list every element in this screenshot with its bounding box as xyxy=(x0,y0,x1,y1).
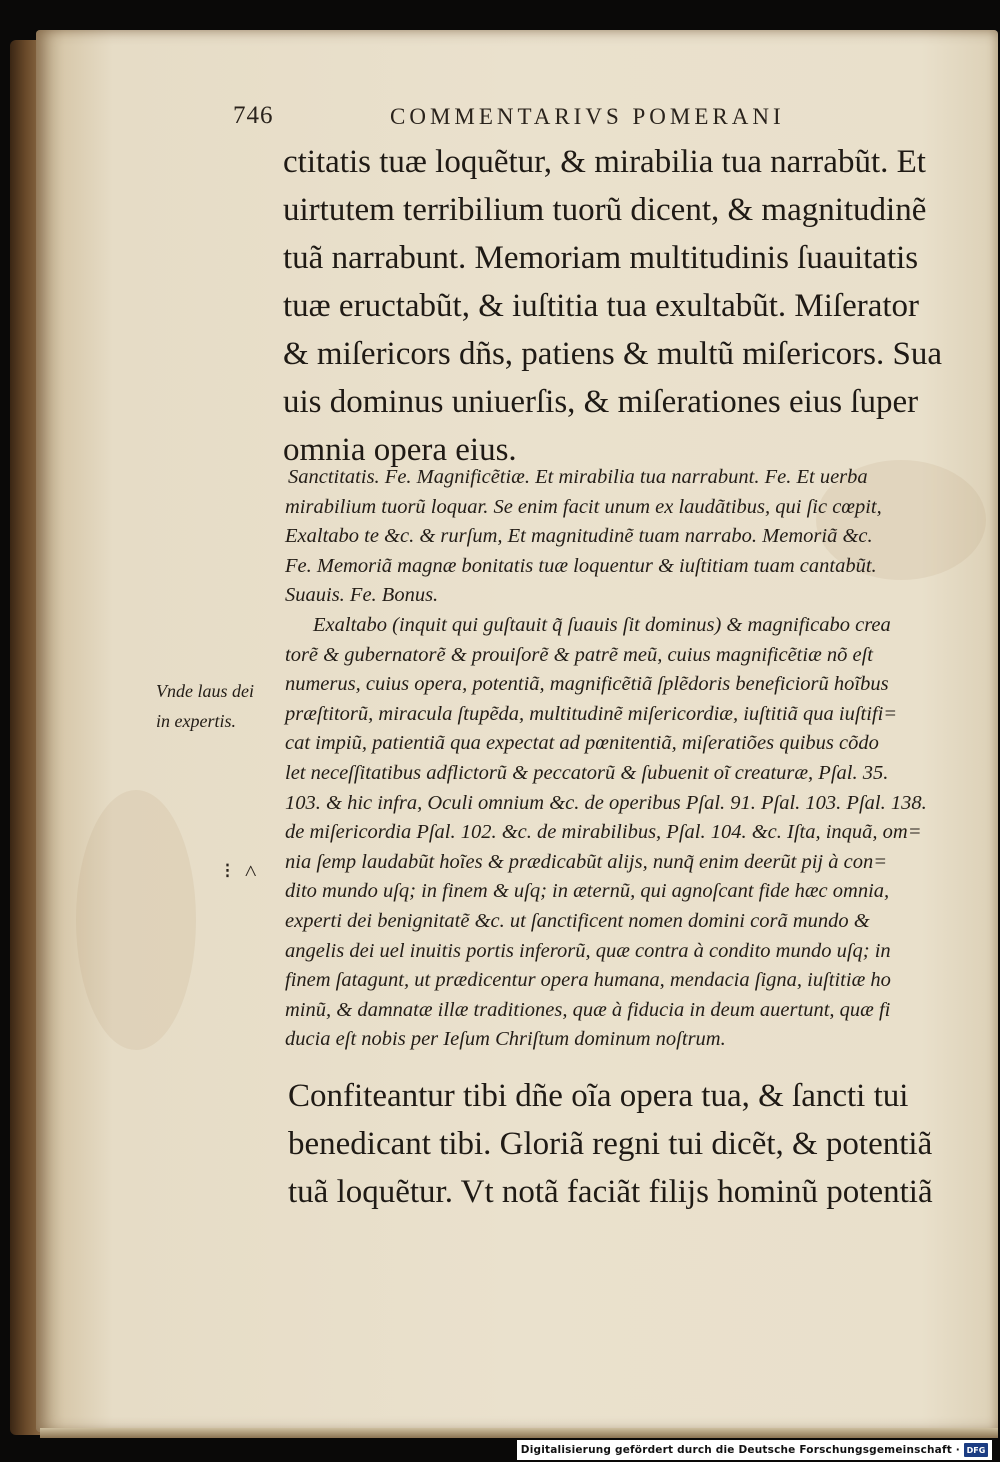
commentary-line: dito mundo uſq; in finem & uſq; in æternũ, qui agnoſcant fide hæc omnia, xyxy=(285,880,890,903)
commentary-line: Fe. Memoriã magnæ bonitatis tuæ loquentur & iuſtitiam tuam cantabũt. xyxy=(285,554,877,577)
commentary-line: Exaltabo (inquit qui guſtauit q̃ ſuauis ſit dominus) & magnificabo crea xyxy=(313,613,891,636)
margin-note-line: Vnde laus dei xyxy=(156,681,254,701)
commentary-line: nia ſemp laudabũt hoĩes & prædicabũt alijs, nunq̃ enim deerũt pij à con= xyxy=(285,850,888,873)
margin-note-line: in expertis. xyxy=(156,710,236,731)
text-line: benedicant tibi. Gloriã regni tui dicẽt, & potentiã xyxy=(288,1126,933,1162)
main-text-block-2 xyxy=(288,1072,948,1216)
main-text-block xyxy=(283,138,943,474)
commentary-line: præſtitorũ, miracula ſtupẽda, multitudinẽ miſericordiæ, iuſtitiã qua iuſtifi= xyxy=(285,702,898,725)
digitization-credit xyxy=(517,1440,992,1460)
text-line: ctitatis tuæ loquẽtur, & mirabilia tua narrabũt. Et xyxy=(283,144,926,180)
text-line: uis dominus uniuerſis, & miſerationes eius ſuper xyxy=(283,384,919,420)
commentary-line: angelis dei uel inuitis portis inferorũ, quæ contra à condito mundo uſq; in xyxy=(285,939,891,962)
margin-note xyxy=(156,677,281,736)
page-number: 746 xyxy=(233,102,274,129)
text-line: omnia opera eius. xyxy=(283,432,517,468)
text-line: & miſericors dñs, patiens & multũ miſericors. Sua xyxy=(283,336,942,372)
running-head: COMMENTARIVS POMERANI xyxy=(390,104,785,129)
text-line: tuã narrabunt. Memoriam multitudinis ſuauitatis xyxy=(283,240,919,276)
commentary-line: minũ, & damnatæ illæ traditiones, quæ à fiducia in deum auertunt, quæ fi xyxy=(285,998,891,1021)
commentary-line: 103. & hic infra, Oculi omnium &c. de operibus Pſal. 91. Pſal. 103. Pſal. 138. xyxy=(285,791,927,814)
page-bottom-edge xyxy=(40,1428,998,1438)
commentary-line: mirabilium tuorũ loquar. Se enim facit unum ex laudãtibus, qui ſic cœpit, xyxy=(285,495,882,518)
credit-text: Digitalisierung gefördert durch die Deutsche Forschungsgemeinschaft · xyxy=(520,1444,960,1456)
text-line: uirtutem terribilium tuorũ dicent, & magnitudinẽ xyxy=(283,192,927,228)
commentary-line: Exaltabo te &c. & rurſum, Et magnitudinẽ tuam narrabo. Memoriã &c. xyxy=(285,525,873,548)
commentary-line: let neceſſitatibus adflictorũ & peccatorũ & ſubuenit oĩ creaturæ, Pſal. 35. xyxy=(285,761,889,784)
commentary-line: Suauis. Fe. Bonus. xyxy=(285,584,439,607)
text-line: tuæ eructabũt, & iuſtitia tua exultabũt. Miſerator xyxy=(283,288,920,324)
margin-marks: ⁝ ˄ xyxy=(224,858,261,883)
commentary-line: numerus, cuius opera, potentiã, magnificẽtiã ſplẽdoris beneficiorũ hoĩbus xyxy=(285,673,889,696)
commentary-line: cat impiũ, patientiã qua expectat ad pœnitentiã, miſeratiões quibus cõdo xyxy=(285,732,879,755)
commentary-line: torẽ & gubernatorẽ & prouiſorẽ & patrẽ meũ, cuius magnificẽtiæ nõ eſt xyxy=(285,643,873,666)
commentary-line: experti dei benignitatẽ &c. ut ſanctificent nomen domini corã mundo & xyxy=(285,909,870,932)
commentary-line: ducia eſt nobis per Ieſum Chriſtum dominum noſtrum. xyxy=(285,1028,726,1051)
commentary-line: de miſericordia Pſal. 102. &c. de mirabilibus, Pſal. 104. &c. Iſta, inquã, om= xyxy=(285,821,922,844)
text-line: Confiteantur tibi dñe oĩa opera tua, & ſancti tui xyxy=(288,1078,909,1114)
commentary-line: Sanctitatis. Fe. Magnificẽtiæ. Et mirabilia tua narrabunt. Fe. Et uerba xyxy=(288,466,868,488)
dfg-logo: DFG xyxy=(964,1443,988,1457)
page-header xyxy=(233,100,933,140)
commentary-block xyxy=(285,463,940,1055)
commentary-line: finem ſatagunt, ut prædicentur opera humana, mendacia ſigna, iuſtitiæ ho xyxy=(285,969,891,992)
paper-stain xyxy=(76,790,196,1050)
text-line: tuã loquẽtur. Vt notã faciãt filijs hominũ potentiã xyxy=(288,1174,933,1210)
